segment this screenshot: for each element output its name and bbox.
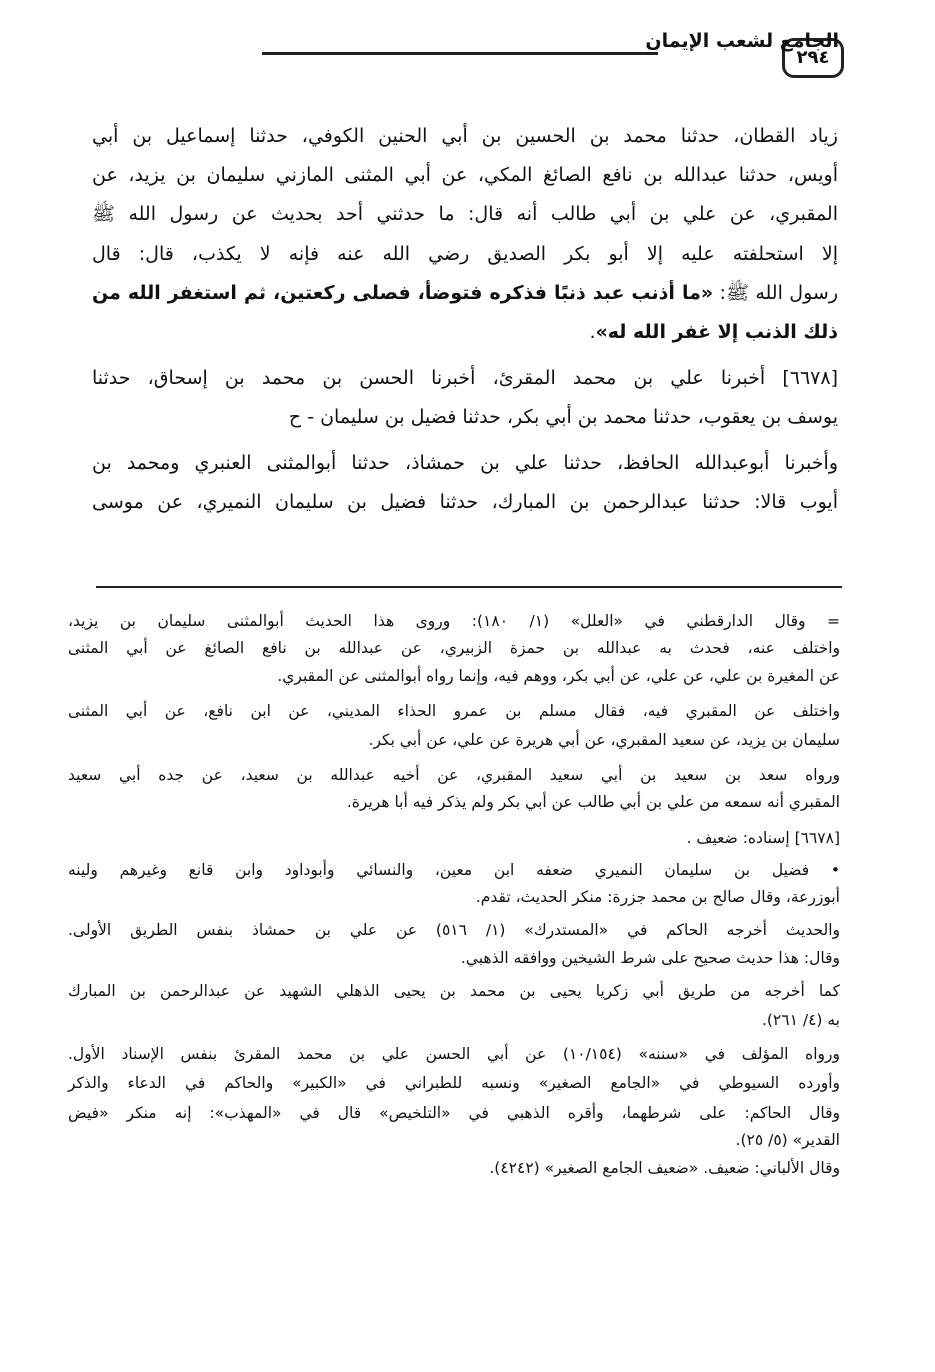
footnote-line: ورواه المؤلف في «سننه» (١٠/١٥٤) عن أبي الحسن علي بن محمد المقرئ بنفس الإسناد الأول. [68,1045,840,1063]
footnote-line: المقبري أنه سمعه من علي بن أبي طالب عن أبي بكر ولم يذكر فيه أبا هريرة. [346,793,840,811]
hadith-text: «ما أذنب عبد ذنبًا فذكره فتوضأ، فصلى ركعتين، ثم استغفر الله من [92,282,714,304]
footnote-separator [96,586,842,588]
footnote-line: والحديث أخرجه الحاكم في «المستدرك» (١/ ٥١٦) عن علي بن حمشاذ بنفس الطريق الأولى. [68,921,841,939]
footnote-line: وأورده السيوطي في «الجامع الصغير» ونسبه للطبراني في «الكبير» والحاكم في الدعاء والذكر [68,1074,840,1092]
main-line: أيوب قالا: حدثنا عبدالرحمن بن المبارك، حدثنا فضيل بن سليمان النميري، عن موسى [92,491,838,513]
footnote-line: سليمان بن يزيد، عن سعيد المقبري، عن أبي هريرة عن علي، عن أبي بكر. [368,731,840,749]
main-line-segment: . [589,321,596,343]
main-line: المقبري، عن علي بن أبي طالب أنه قال: ما حدثني أحد بحديث عن رسول الله ﷺ [92,203,838,225]
main-line: وأخبرنا أبوعبدالله الحافظ، حدثنا علي بن حمشاذ، حدثنا أبوالمثنى العنبري ومحمد بن [92,452,838,474]
running-title: الجامع لشعب الإيمان [645,30,839,52]
footnote-line: القدير» (٥/ ٢٥). [735,1131,840,1149]
main-line: [٦٦٧٨] أخبرنا علي بن محمد المقرئ، أخبرنا الحسن بن محمد بن إسحاق، حدثنا [92,367,838,389]
footnote-line: واختلف عنه، فحدث به عبدالله بن حمزة الزبيري، عن عبدالله بن نافع الصائغ عن أبي المثنى [68,639,840,657]
footnote-line: [٦٦٧٨] إسناده: ضعيف . [686,829,840,847]
footnote-line: كما أخرجه من طريق أبي زكريا يحيى بن محمد بن يحيى الذهلي الشهيد عن عبدالرحمن بن المبارك [68,982,840,1000]
footnote-line: واختلف عن المقبري فيه، فقال مسلم بن عمرو الحذاء المديني، عن ابن نافع، عن أبي المثنى [68,702,840,720]
main-line [92,278,838,308]
main-line-segment: رسول الله ﷺ: [713,282,838,304]
footnote-line: وقال الألباني: ضعيف. «ضعيف الجامع الصغير» (٤٢٤٢). [489,1159,840,1177]
main-line [92,317,838,347]
footnote-line: به (٤/ ٢٦١). [761,1011,840,1029]
footnote-line: أبوزرعة، وقال صالح بن محمد جزرة: منكر الحديث، تقدم. [475,888,840,906]
main-line: أويس، حدثنا عبدالله بن نافع الصائغ المكي، عن أبي المثنى المازني سليمان بن يزيد، عن [92,164,838,186]
main-line: يوسف بن يعقوب، حدثنا محمد بن أبي بكر، حدثنا فضيل بن سليمان - ح [288,406,838,428]
footnote-line: • فضيل بن سليمان النميري ضعفه ابن معين، والنسائي وأبوداود وابن قانع وغيرهم ولينه [68,861,840,879]
hadith-text: ذلك الذنب إلا غفر الله له» [595,321,838,343]
footnote-line: وقال الحاكم: على شرطهما، وأقره الذهبي في «التلخيص» قال في «المهذب»: إنه منكر «فيض [68,1104,840,1122]
page-number: ٢٩٤ [782,38,844,78]
main-line: زياد القطان، حدثنا محمد بن الحسين بن أبي الحنين الكوفي، حدثنا إسماعيل بن أبي [92,125,838,147]
footnote-line: ورواه سعد بن سعيد بن أبي سعيد المقبري، عن أخيه عبدالله بن سعيد، عن جده أبي سعيد [68,766,840,784]
footnote-line: = وقال الدارقطني في «العلل» (١/ ١٨٠): وروى هذا الحديث أبوالمثنى سليمان بن يزيد، [68,612,840,630]
main-line: إلا استحلفته عليه إلا أبو بكر الصديق رضي الله عنه فإنه لا يكذب، قال: قال [92,243,838,265]
footnote-line: وقال: هذا حديث صحيح على شرط الشيخين ووافقه الذهبي. [460,949,840,967]
footnote-line: عن المغيرة بن علي، عن علي، عن أبي بكر، ووهم فيه، وإنما رواه أبوالمثنى عن المقبري. [277,667,840,685]
header-rule [262,52,658,55]
